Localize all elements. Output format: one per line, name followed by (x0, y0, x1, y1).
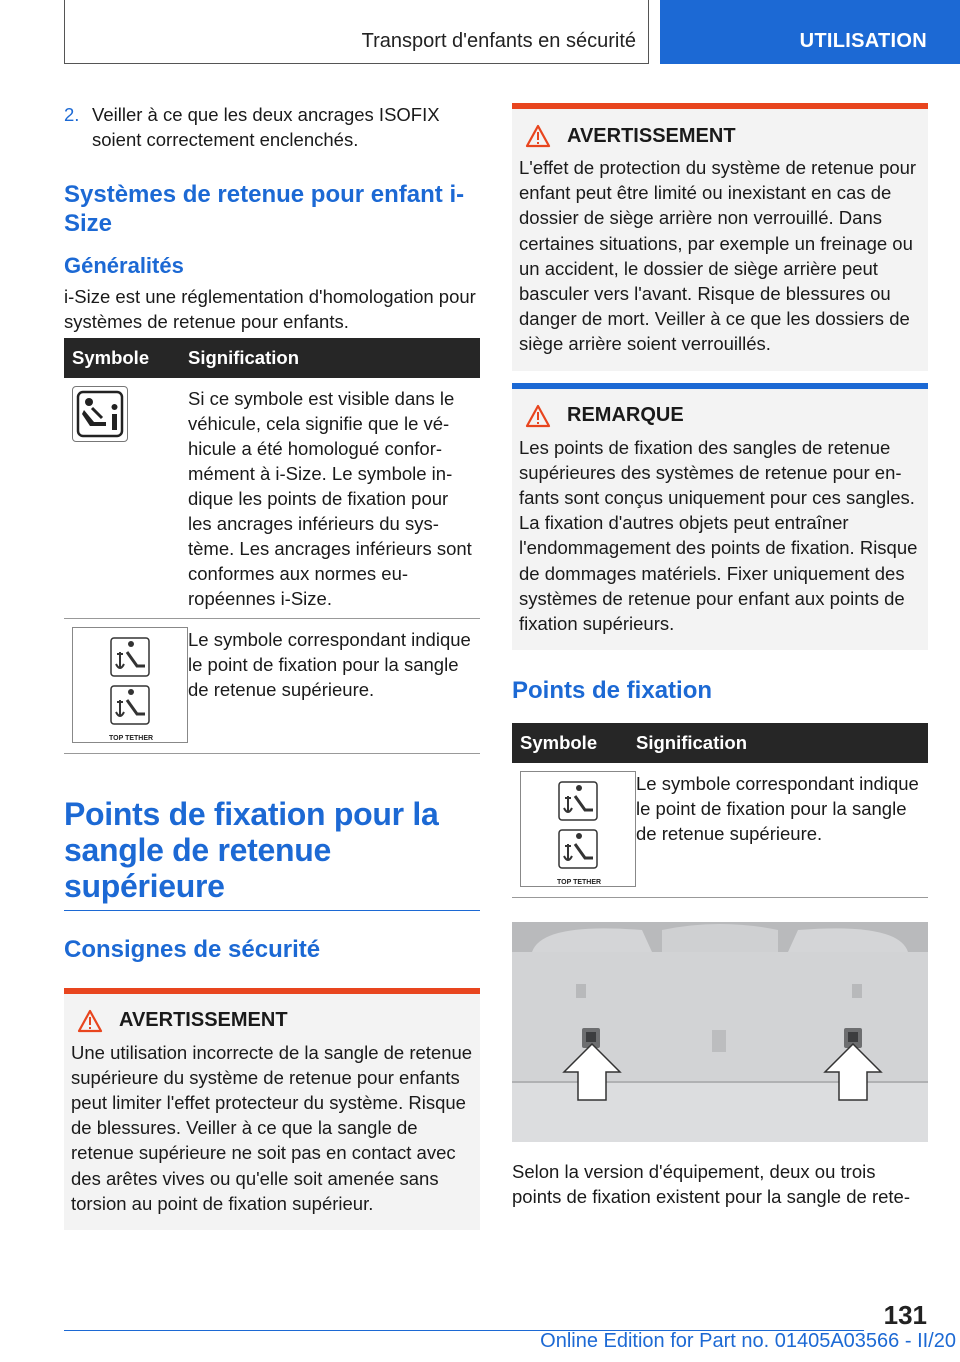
header-section-title: Transport d'enfants en sécurité (361, 30, 636, 52)
table-cell-meaning: Le symbole correspondant indique le point de fixation pour la sangle de retenue supérieure. (636, 763, 928, 898)
anchor-points-photo (512, 922, 928, 1142)
table-row (512, 763, 928, 898)
table-cell-meaning: Le symbole correspondant indique le point de fixation pour la sangle de retenue supérieure. (188, 618, 480, 753)
table-row (64, 378, 480, 618)
header-chapter-tab[interactable] (660, 0, 960, 64)
warning-box (512, 103, 928, 371)
warning-head (71, 1006, 473, 1036)
left-column (64, 100, 480, 1230)
footer-edition[interactable]: Online Edition for Part no. 01405A03566 - II/20 (540, 1330, 956, 1352)
top-tether-label: TOP TETHER (109, 734, 154, 742)
warning-text: L'effet de protection du système de retenue pour enfant peut être limité ou inexistant en cas de dossier de siège arrière non verrouillé. Dans certaines situations, par exemple un freinage ou un accident, le dossier de siège arrière peut basculer vers l'avant. Risque de blessures ou danger de mort. Veiller à ce que les dossiers de siège arrière soient verrouillés. (519, 157, 917, 355)
warning-triangle-icon (525, 124, 551, 148)
note-head (519, 401, 921, 431)
top-tether-label: TOP TETHER (557, 879, 602, 887)
table-row (64, 618, 480, 753)
header-chapter-title: UTILISATION (799, 30, 927, 52)
warning-text: Une utilisation incorrecte de la sangle de retenue supérieure du système de retenue pour enfants peut limiter l'effet protecteur du système. Risque de blessures. Veiller à ce que la sangle de retenue supérieure ne soit pas en contact avec des arêtes vives ou qu'elle soit amenée sans torsion au point de fixation supérieur. (71, 1041, 473, 1214)
heading-safety: Consignes de sécurité (64, 935, 321, 963)
page-number: 131 (883, 1300, 927, 1330)
step-item (64, 102, 480, 152)
heading-points: Points de fixation (512, 677, 713, 705)
table-header-meaning: Signification (188, 338, 480, 378)
warning-title: AVERTISSEMENT (119, 1009, 288, 1031)
warning-title: AVERTISSEMENT (567, 124, 736, 147)
right-column (512, 103, 928, 1209)
top-tether-icon (72, 627, 188, 743)
note-title: REMARQUE (567, 404, 684, 427)
warning-triangle-icon (525, 404, 551, 428)
table-header-symbol: Symbole (512, 723, 636, 763)
warning-triangle-icon (77, 1009, 103, 1033)
photo-caption: Selon la version d'équipement, deux ou trois points de fixation existent pour la sangle de rete- (512, 1161, 910, 1208)
points-symbol-table (512, 723, 928, 898)
note-box (512, 383, 928, 651)
warning-head (519, 121, 921, 151)
table-header-row (512, 723, 928, 763)
isize-symbol-table (64, 338, 480, 754)
heading-top-tether: Points de fixation pour la sangle de retenue supérieure (64, 795, 439, 904)
header-section-tab (64, 0, 649, 64)
table-header-symbol: Symbole (64, 338, 188, 378)
step-number: 2. (64, 104, 80, 125)
step-text: Veiller à ce que les deux ancrages ISOFIX soient correctement enclenchés. (92, 104, 440, 150)
table-header-row (64, 338, 480, 378)
top-tether-icon (520, 771, 636, 887)
isize-seat-icon (72, 386, 128, 442)
heading-underline (64, 910, 480, 911)
heading-general: Généralités (64, 253, 184, 278)
table-cell-meaning: Si ce symbole est visible dans le véhicule, cela signifie que le véhicule a été homologué conformément à i-Size. Le symbole indique les points de fixation pour les ancrages inférieurs du système. Les ancrages inférieurs sont conformes aux normes européennes i-Size. (188, 378, 480, 618)
general-text: i-Size est une réglementation d'homologation pour systèmes de retenue pour enfants. (64, 286, 476, 332)
heading-isize: Systèmes de retenue pour enfant i-Size (64, 181, 465, 237)
warning-box (64, 988, 480, 1230)
note-text: Les points de fixation des sangles de retenue supérieures des systèmes de retenue pour enfants sont conçus uniquement pour ces sangles. La fixation d'autres objets peut entraîner l'endommagement des points de fixation. Risque de dommages matériels. Fixer uniquement des systèmes de retenue pour enfant aux points de fixation supérieurs. (519, 436, 918, 635)
table-header-meaning: Signification (636, 723, 928, 763)
